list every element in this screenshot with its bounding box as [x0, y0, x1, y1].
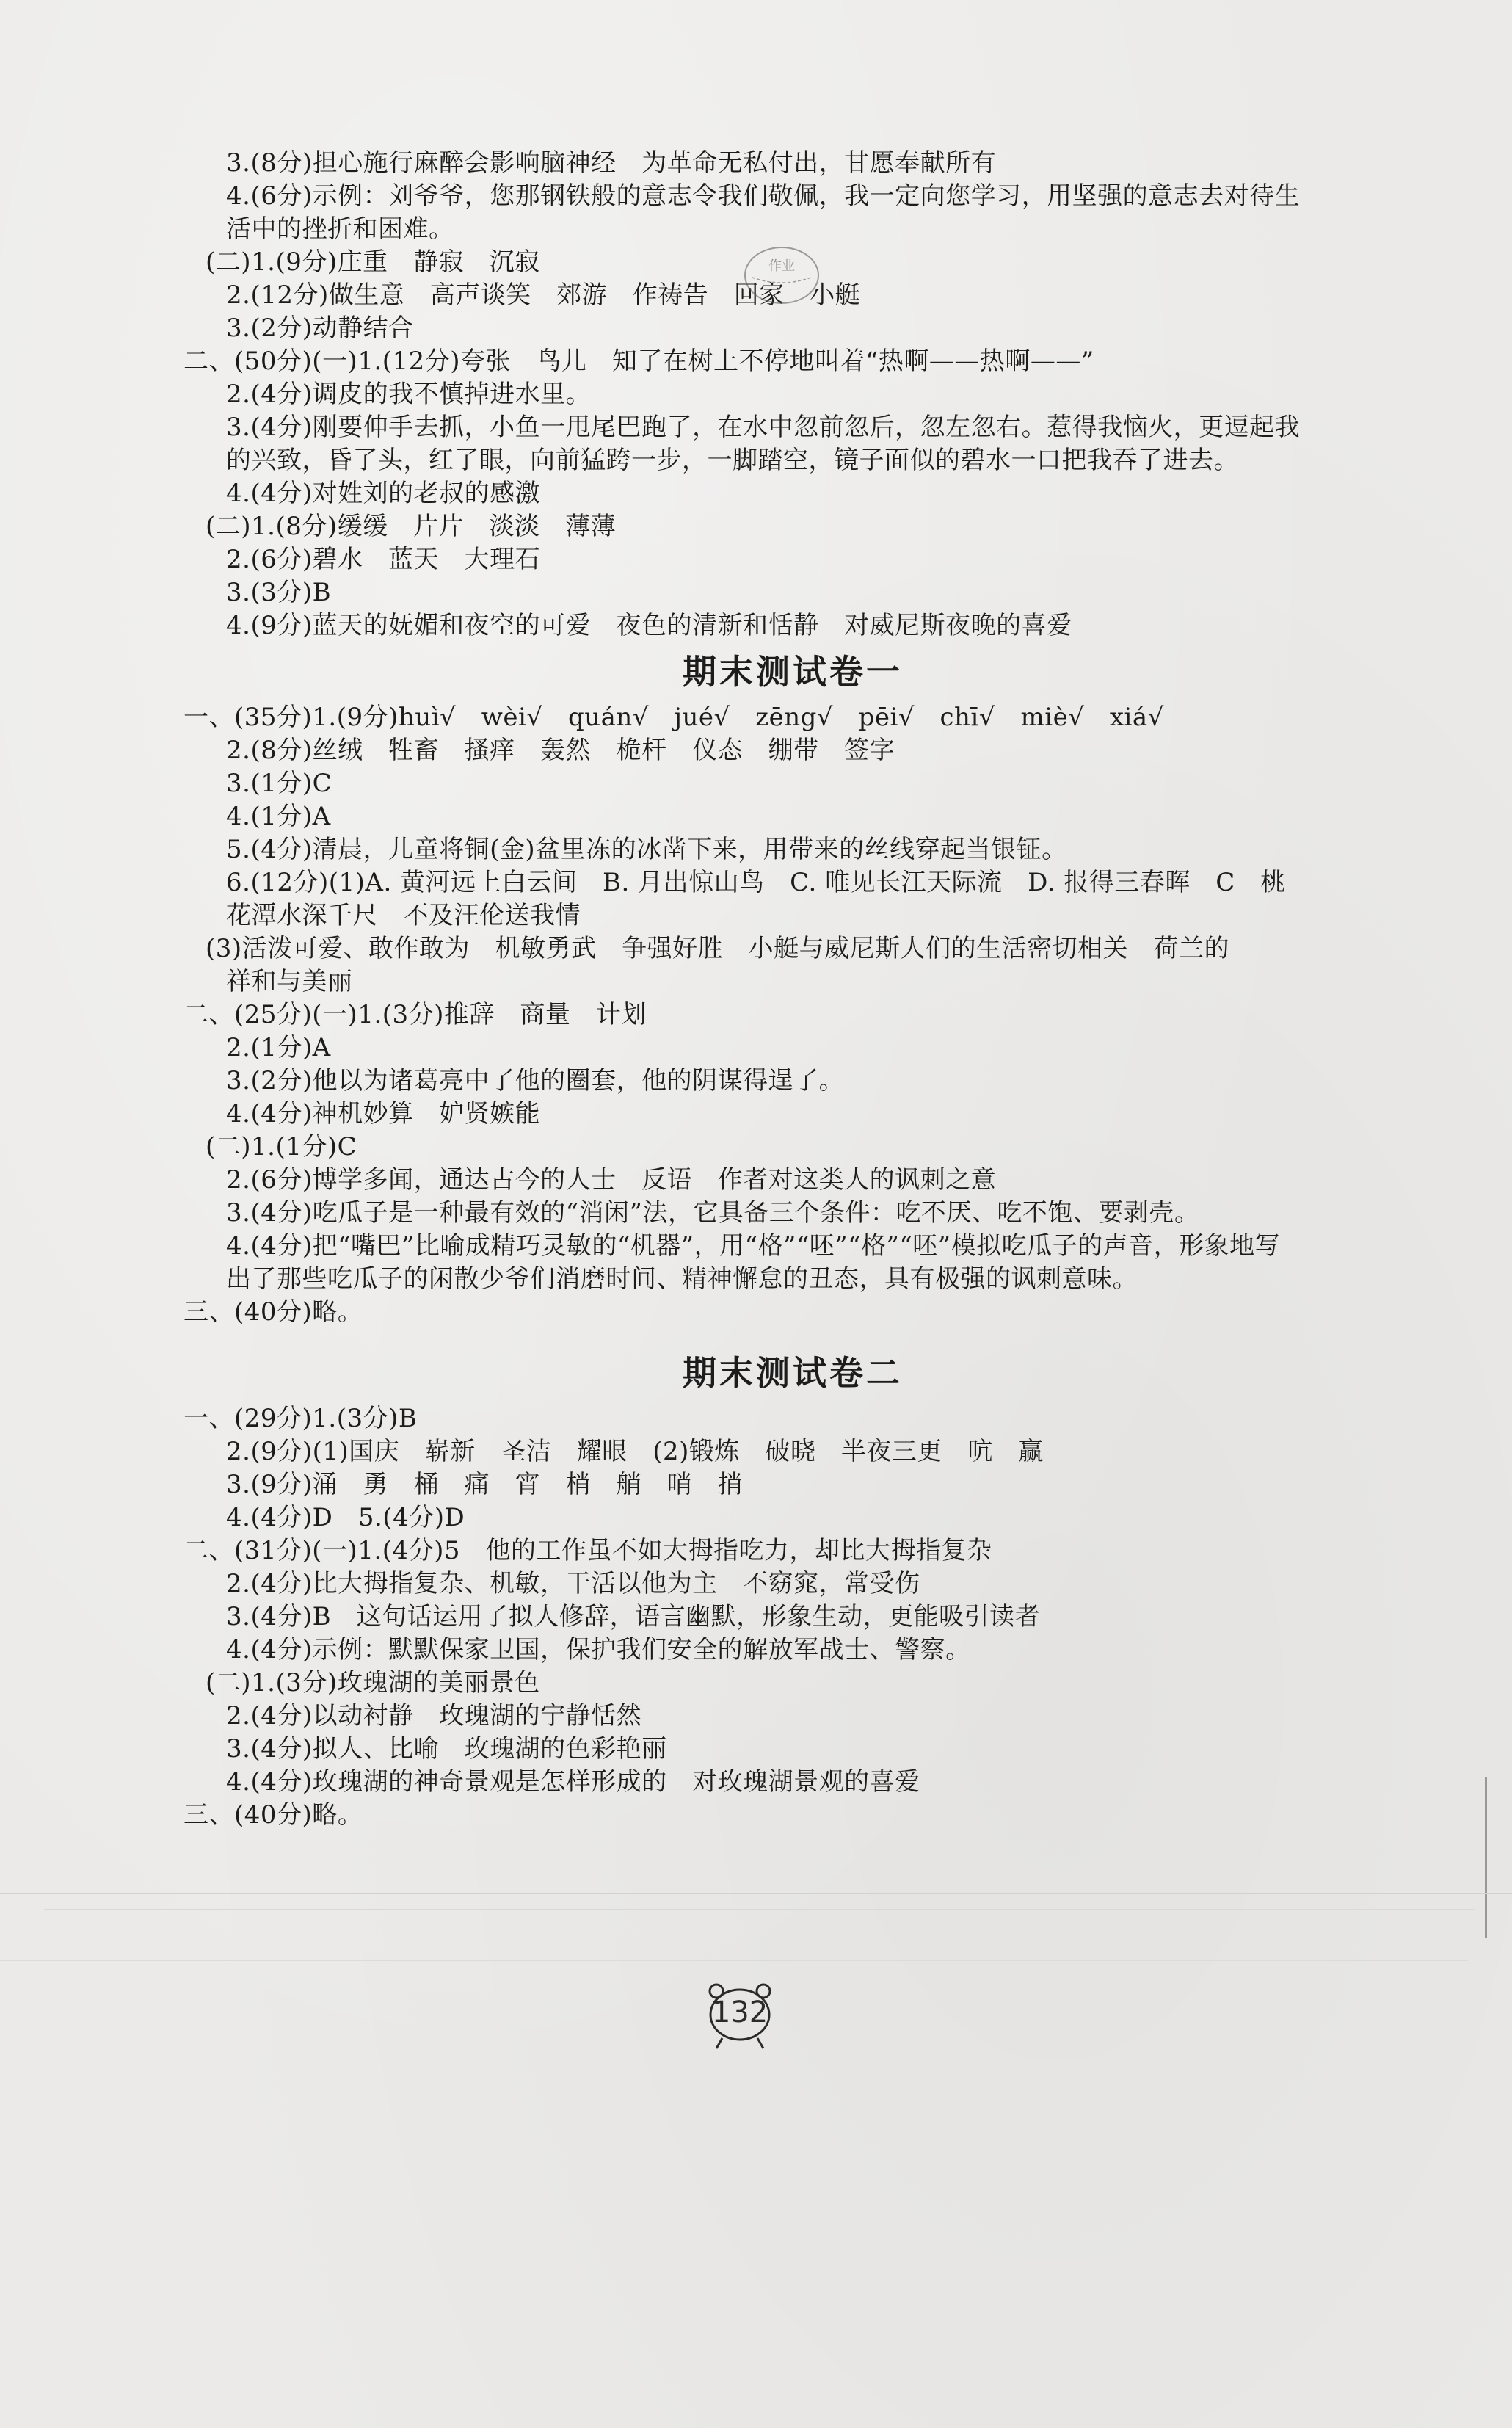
answer-line: 2.(4分)以动衬静 玫瑰湖的宁静恬然 — [226, 1701, 642, 1731]
answer-line: (3)活泼可爱、敢作敢为 机敏勇武 争强好胜 小艇与威尼斯人们的生活密切相关 荷兰的 — [206, 934, 1230, 963]
answer-line: 花潭水深千尺 不及汪伦送我情 — [226, 901, 581, 930]
answer-line: 二、(50分)(一)1.(12分)夸张 鸟儿 知了在树上不停地叫着“热啊——热啊——” — [183, 347, 1094, 376]
answer-line: 三、(40分)略。 — [183, 1800, 363, 1830]
answer-line: 2.(8分)丝绒 牲畜 搔痒 轰然 桅杆 仪态 绷带 签字 — [226, 736, 895, 765]
answer-line: 3.(1分)C — [226, 769, 332, 798]
answer-line: 二、(25分)(一)1.(3分)推辞 商量 计划 — [183, 1000, 647, 1029]
answer-line: 3.(4分)刚要伸手去抓，小鱼一甩尾巴跑了，在水中忽前忽后，忽左忽右。惹得我恼火，更逗起我 — [226, 413, 1301, 442]
answer-line: 3.(3分)B — [226, 578, 332, 607]
answer-line: 3.(9分)涌 勇 桶 痛 宵 梢 艄 哨 捎 — [226, 1470, 744, 1499]
answer-line: (二)1.(9分)庄重 静寂 沉寂 — [206, 247, 540, 277]
answer-line: 活中的挫折和困难。 — [226, 214, 454, 244]
answer-line: 二、(31分)(一)1.(4分)5 他的工作虽不如大拇指吃力，却比大拇指复杂 — [183, 1536, 992, 1565]
answer-line: 三、(40分)略。 — [183, 1297, 363, 1327]
edge-mark — [1485, 1777, 1487, 1938]
answer-line: 4.(4分)对姓刘的老叔的感激 — [226, 479, 541, 508]
answer-line: 2.(1分)A — [226, 1033, 331, 1062]
stamp-label: 作业 — [768, 258, 795, 274]
answer-line: 2.(12分)做生意 高声谈笑 郊游 作祷告 回家 小艇 — [226, 280, 861, 310]
answer-line: 3.(2分)他以为诸葛亮中了他的圈套，他的阴谋得逞了。 — [226, 1066, 845, 1095]
page-number-text: 132 — [711, 1996, 768, 2029]
footer-rule — [44, 1909, 1475, 1910]
answer-line: 2.(6分)博学多闻，通达古今的人士 反语 作者对这类人的讽刺之意 — [226, 1165, 997, 1195]
answer-line: 6.(12分)(1)A. 黄河远上白云间 B. 月出惊山鸟 C. 唯见长江天际流 D. 报得三春晖 C 桃 — [226, 868, 1286, 897]
answer-line: 4.(1分)A — [226, 802, 331, 831]
answer-line: 出了那些吃瓜子的闲散少爷们消磨时间、精神懈怠的丑态，具有极强的讽刺意味。 — [226, 1264, 1138, 1294]
answer-line: 2.(9分)(1)国庆 崭新 圣洁 耀眼 (2)锻炼 破晓 半夜三更 吭 赢 — [226, 1437, 1044, 1466]
answer-line: 2.(4分)比大拇指复杂、机敏，干活以他为主 不窈窕，常受伤 — [226, 1569, 920, 1598]
answer-line: 3.(8分)担心施行麻醉会影响脑神经 为革命无私付出，甘愿奉献所有 — [226, 148, 997, 178]
section-title: 期末测试卷一 — [683, 652, 903, 692]
answer-line: (二)1.(1分)C — [206, 1132, 357, 1162]
answer-line: 4.(9分)蓝天的妩媚和夜空的可爱 夜色的清新和恬静 对威尼斯夜晚的喜爱 — [226, 611, 1072, 640]
answer-line: (二)1.(3分)玫瑰湖的美丽景色 — [206, 1668, 540, 1697]
answer-line: 2.(4分)调皮的我不慎掉进水里。 — [226, 380, 592, 409]
answer-line: 4.(4分)示例：默默保家卫国，保护我们安全的解放军战士、警察。 — [226, 1635, 971, 1664]
answer-line: 2.(6分)碧水 蓝天 大理石 — [226, 545, 541, 574]
answer-line: 5.(4分)清晨，儿童将铜(金)盆里冻的冰凿下来，用带来的丝线穿起当银钲。 — [226, 835, 1067, 864]
answer-line: 4.(4分)神机妙算 妒贤嫉能 — [226, 1099, 541, 1128]
footer-rule — [0, 1960, 1468, 1961]
answer-line: 祥和与美丽 — [226, 967, 353, 996]
footer-rule — [0, 1893, 1512, 1894]
answer-line: 一、(29分)1.(3分)B — [183, 1404, 418, 1433]
answer-line: 3.(4分)吃瓜子是一种最有效的“消闲”法，它具备三个条件：吃不厌、吃不饱、要剥壳。 — [226, 1198, 1200, 1228]
answer-line: 的兴致，昏了头，红了眼，向前猛跨一步，一脚踏空，镜子面似的碧水一口把我吞了进去。 — [226, 446, 1239, 475]
answer-line: 4.(6分)示例：刘爷爷，您那钢铁般的意志令我们敬佩，我一定向您学习，用坚强的意志去对待生 — [226, 181, 1301, 211]
answer-line: 一、(35分)1.(9分)huì√ wèi√ quán√ jué√ zēng√ pēi√ chī√ miè√ xiá√ — [183, 703, 1164, 732]
answer-line: 4.(4分)玫瑰湖的神奇景观是怎样形成的 对玫瑰湖景观的喜爱 — [226, 1767, 920, 1797]
answer-line: (二)1.(8分)缓缓 片片 淡淡 薄薄 — [206, 512, 617, 541]
section-title: 期末测试卷二 — [683, 1353, 903, 1393]
homework-stamp — [741, 242, 822, 308]
page-number — [696, 1981, 784, 2054]
answer-line: 3.(4分)拟人、比喻 玫瑰湖的色彩艳丽 — [226, 1734, 667, 1764]
answer-line: 3.(4分)B 这句话运用了拟人修辞，语言幽默，形象生动，更能吸引读者 — [226, 1602, 1041, 1631]
answer-line: 4.(4分)D 5.(4分)D — [226, 1503, 465, 1532]
answer-line: 3.(2分)动静结合 — [226, 314, 414, 343]
answer-key-content — [183, 147, 1402, 1832]
answer-line: 4.(4分)把“嘴巴”比喻成精巧灵敏的“机器”，用“格”“呸”“格”“呸”模拟吃瓜子的声音，形象地写 — [226, 1231, 1281, 1261]
